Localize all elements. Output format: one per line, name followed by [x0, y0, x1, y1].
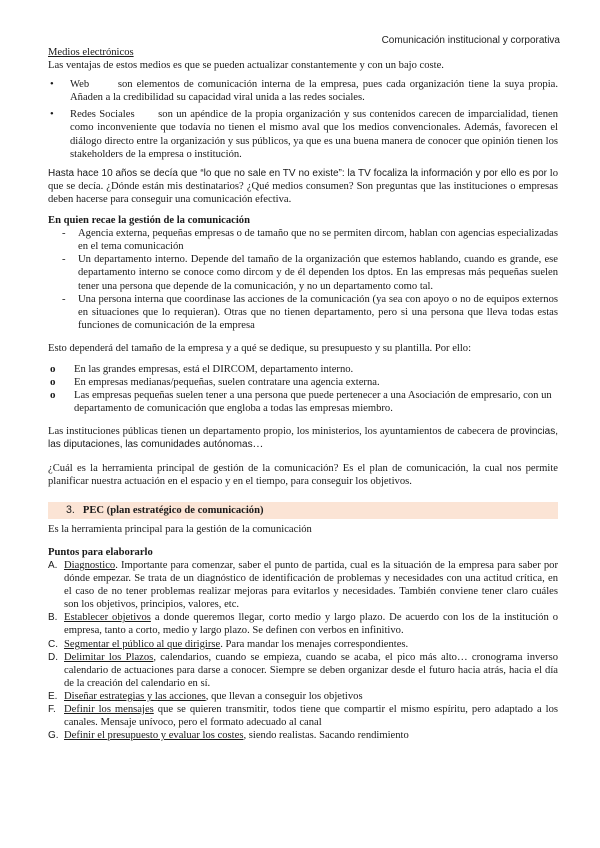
instituciones-part-b: provincias, las diputaciones, las comunidades autónomas — [48, 426, 558, 451]
bullet-redes — [48, 108, 558, 160]
document-page — [48, 46, 558, 742]
pregunta-paragraph: ¿Cuál es la herramienta principal de gestión de la comunicación? Es el plan de comunicación, la cual nos permite planificar nuestra actuación en el espacio y en el tiempo, para conseguir los objetivos. — [48, 462, 558, 487]
circle-bullet-icon: o — [50, 362, 56, 375]
pec-item-text: que se quieren transmitir, todos tiene que compartir el mismo espíritu, pero adaptado a los canales. Mensaje unívoco, pero el formato adecuado al canal — [64, 704, 558, 729]
pec-item-text: , que llevan a conseguir los objetivos — [205, 690, 363, 702]
circle-text: En las grandes empresas, está el DIRCOM, departamento interno. — [74, 363, 354, 375]
dash-text: Una persona interna que coordinase las acciones de la comunicación (ya sea con apoyo o no de equipos externos en situaciones que lo requieran). Otras que no tienen departamento, pero si una persona que lleva todas estas funciones de comunicación de la empresa — [78, 293, 558, 331]
pec-item: F. Definir los mensajes que se quieren transmitir, todos tiene que compartir el mismo espíritu, pero adaptado a los canales. Mensaje unívoco, pero el formato adecuado al canal — [48, 704, 558, 729]
pec-item-link: Definir los mensajes — [64, 704, 154, 716]
dash-text: Agencia externa, pequeñas empresas o de tamaño que no se permiten dircom, hablan con agencias especializadas en el tema comunicación — [78, 228, 558, 253]
pec-item-text: . Importante para comenzar, saber el punto de partida, cual es la situación de la empresa para saber por dónde empezar. Se trata de un diagnóstico de identificación de problemas y necesidades con una actitud crítica, en el caso de no tener problemas realizar mejoras para evitarlos y necesidades. También conviene tener claro cuáles son los objetivos, principios, valores, etc. — [64, 560, 558, 611]
pec-item: A. Diagnostico. Importante para comenzar, saber el punto de partida, cual es la situación de la empresa para saber por dónde empezar. Se trata de un diagnóstico de identificación de problemas y necesidades con una actitud crítica, en el caso de no tener problemas realizar mejoras para evitarlos y necesidades. También conviene tener claro cuáles son los objetivos, principios, valores, etc. — [48, 560, 558, 611]
pec-item: E. Diseñar estrategias y las acciones, que llevan a conseguir los objetivos — [48, 690, 363, 702]
bullet-term: Redes Sociales — [70, 109, 135, 121]
medios-intro: Las ventajas de estos medios es que se pueden actualizar constantemente y con un bajo coste. — [48, 60, 444, 72]
bullet-text: son un apéndice de la propia organización y sus contenidos carecen de imparcialidad, tienen como inconveniente que todavía no tienen el mismo aval que los medios convencionales. Además, favorecen el diálogo directo entre la organización y sus públicos, ya que es una buena manera de conocer que opinión tienen los stakeholders de la empresa o institución. — [70, 109, 559, 160]
bullet-dot-icon: • — [50, 79, 54, 91]
pec-item-text: . Para mandar los menajes correspondientes. — [220, 638, 409, 650]
pec-item: D. Delimitar los Plazos, calendarios, cuando se empieza, cuando se acaba, el pico más alto… cronograma inverso calendario de actuaciones para darse a conocer. Siempre se deben organizar desde el futuro hacia atrás, hacia el día de la creación del calendario en sí. — [48, 651, 558, 689]
pec-subheading: Puntos para elaborarlo — [48, 546, 153, 558]
bullet-web — [48, 78, 558, 104]
pec-item: B. Establecer objetivos a donde queremos llegar, corto medio y largo plazo. De acuerdo con los de la institución o empresa, tanto a corto, medio y largo plazo. Se definen con verbos en infinitivo. — [48, 612, 558, 637]
tv-paragraph-part-b: lo que se decía. ¿Dónde están mis destinatarios? ¿Qué medios consumen? Son preguntas que las instituciones o empresas deben hacerse para conseguir una comunicación efectiva. — [48, 167, 558, 205]
dash-item: - Un departamento interno. Depende del tamaño de la organización que estemos hablando, cuando es grande, ese departamento interno se conoce como dircom y de él dependen los dptos. En las empresas más pequeñas suelen tener una persona que depende de la comunicación, y no un departamento como tal. — [62, 254, 558, 292]
pec-item-link: Diseñar estrategias y las acciones — [64, 690, 206, 702]
circle-text: En empresas medianas/pequeñas, suelen contratare una agencia externa. — [74, 377, 380, 389]
circle-item — [48, 389, 558, 415]
instituciones-paragraph — [48, 425, 558, 451]
instituciones-part-c: … — [252, 439, 264, 451]
instituciones-part-a: Las instituciones públicas tienen un departamento propio, los ministerios, los ayuntamientos de cabecera de — [48, 426, 508, 438]
pec-item-link: Diagnostico — [64, 560, 116, 571]
running-header: Comunicación institucional y corporativa — [381, 35, 560, 46]
gestion-heading: En quien recae la gestión de la comunicación — [48, 215, 250, 227]
tv-paragraph — [48, 167, 558, 206]
tv-paragraph-part-a: Hasta hace 10 años se decía que “lo que no sale en TV no existe”: la TV focaliza la información y por ello es por — [48, 167, 548, 179]
dash-item: - Una persona interna que coordinase las acciones de la comunicación (ya sea con apoyo o no de equipos externos en situaciones que lo requieran). Otras que no tienen departamento, pero si una persona que lleva todas estas funciones de comunicación de la empresa — [62, 293, 558, 331]
section-number: 3. — [66, 503, 75, 516]
pec-item-link: Definir el presupuesto y evaluar los costes — [64, 730, 244, 742]
pec-item-link: Establecer objetivos — [64, 612, 151, 624]
bullet-text: son elementos de comunicación interna de la empresa, pues cada organización tiene la suya propia. Añaden a la credibilidad su capacidad viral unida a las redes sociales. — [70, 79, 558, 104]
circle-bullet-icon: o — [50, 376, 56, 389]
pec-item-text: , siendo realistas. Sacando rendimiento — [243, 730, 409, 742]
section-heading-pec — [48, 502, 558, 519]
circle-bullet-icon: o — [50, 389, 56, 402]
circle-text: Las empresas pequeñas suelen tener a una persona que puede pertenecer a una Asociación de empresario, con un departamento de comunicación que engloba a todas las empresas miembro. — [74, 390, 552, 415]
pec-item: G. Definir el presupuesto y evaluar los costes, siendo realistas. Sacando rendimiento — [48, 730, 409, 742]
medios-heading: Medios electrónicos — [48, 47, 134, 58]
circle-item — [48, 376, 558, 389]
circle-item — [48, 363, 558, 376]
depend-paragraph: Esto dependerá del tamaño de la empresa y a qué se dedique, su presupuesto y su plantilla. Por ello: — [48, 342, 472, 354]
pec-item-text: , calendarios, cuando se empieza, cuando se acaba, el pico más alto… cronograma inverso calendario de actuaciones para darse a conocer. Siempre se deben organizar desde el futuro hacia atrás, hacia el día de la creación del calendario en sí. — [64, 651, 558, 689]
dash-text: Un departamento interno. Depende del tamaño de la organización que estemos hablando, cuando es grande, ese departamento interno se conoce como dircom y de él dependen los dptos. En las empresas más pequeñas suelen tener una persona que depende de la comunicación, y no un departamento como tal. — [78, 254, 558, 292]
pec-item-text: a donde queremos llegar, corto medio y largo plazo. De acuerdo con los de la institución o empresa, tanto a corto, medio y largo plazo. Se definen con verbos en infinitivo. — [64, 612, 558, 637]
pec-item-link: Segmentar el público al que dirigirse — [64, 638, 221, 650]
section-title: PEC (plan estratégico de comunicación) — [82, 504, 264, 516]
pec-item: C. Segmentar el público al que dirigirse. Para mandar los menajes correspondientes. — [48, 638, 409, 650]
bullet-term: Web — [70, 79, 90, 91]
dash-item: - Agencia externa, pequeñas empresas o de tamaño que no se permiten dircom, hablan con agencias especializadas en el tema comunicación — [62, 228, 558, 253]
pec-intro: Es la herramienta principal para la gestión de la comunicación — [48, 523, 312, 535]
bullet-dot-icon: • — [50, 109, 54, 121]
pec-item-link: Delimitar los Plazos — [64, 651, 154, 663]
